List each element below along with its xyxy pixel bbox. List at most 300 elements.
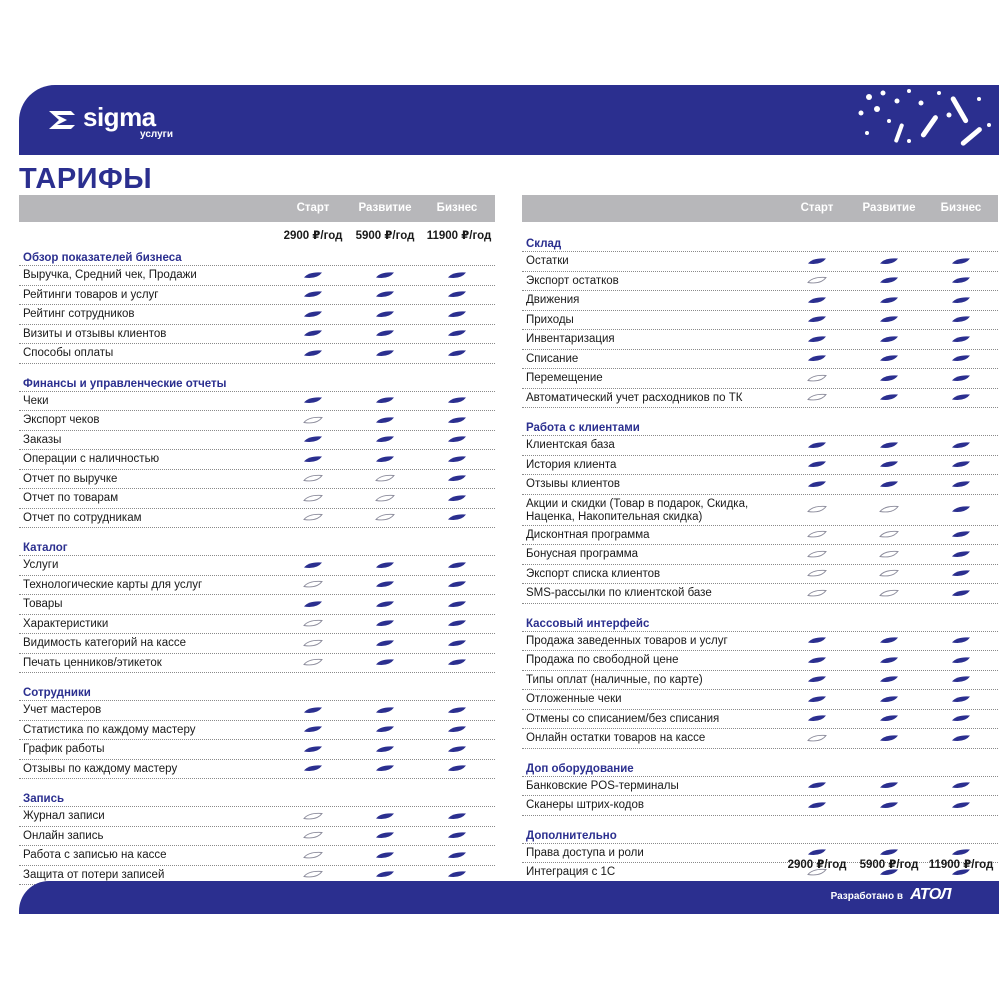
atol-logo[interactable]: АТОЛ <box>910 886 951 903</box>
plan-business-mark <box>421 411 493 430</box>
plan-development-mark <box>853 651 925 670</box>
table-header <box>19 195 495 222</box>
table-row <box>19 392 495 412</box>
feature-label: Отчет по товарам <box>23 492 119 504</box>
plan-start-mark <box>781 632 853 651</box>
feature-label: Типы оплат (наличные, по карте) <box>526 673 703 686</box>
plan-start-mark <box>277 325 349 344</box>
included-icon <box>807 315 827 324</box>
plan-start-mark <box>277 701 349 720</box>
logo-subtitle: услуги <box>140 129 173 140</box>
feature-label: Продажа по свободной цене <box>526 654 679 666</box>
plan-development-mark <box>349 615 421 634</box>
included-icon <box>951 505 971 514</box>
feature-label: Отложенные чеки <box>526 693 622 705</box>
included-icon <box>303 764 323 773</box>
included-icon <box>879 636 899 645</box>
feature-label: Характеристики <box>23 617 109 630</box>
included-icon <box>303 600 323 609</box>
included-icon <box>807 460 827 469</box>
sigma-logo[interactable] <box>45 103 205 143</box>
plan-business-mark <box>925 671 997 690</box>
feature-label: SMS-рассылки по клиентской базе <box>526 587 712 599</box>
feature-label: График работы <box>23 743 105 755</box>
plan-development-mark <box>853 389 925 408</box>
section-title: Склад <box>522 232 998 252</box>
included-icon <box>951 335 971 344</box>
included-icon <box>447 290 467 299</box>
not-included-icon <box>375 494 395 503</box>
plan-start-mark <box>781 526 853 545</box>
plan-start-mark <box>781 796 853 815</box>
plan-development-mark <box>349 721 421 740</box>
price-development: 5900 ₽/год <box>859 859 919 871</box>
included-icon <box>807 801 827 810</box>
included-icon <box>879 695 899 704</box>
feature-label: Рейтинги товаров и услуг <box>23 288 159 301</box>
table-row <box>19 470 495 490</box>
feature-label: Операции с наличностью <box>23 453 160 465</box>
plan-business-mark <box>925 369 997 388</box>
table-row <box>19 701 495 721</box>
not-included-icon <box>879 550 899 559</box>
not-included-icon <box>375 513 395 522</box>
not-included-icon <box>807 505 827 514</box>
included-icon <box>447 706 467 715</box>
plan-business-mark <box>925 526 997 545</box>
section-gap <box>522 408 998 416</box>
plan-business-mark <box>421 266 493 285</box>
plan-development-mark <box>853 252 925 271</box>
plan-start-mark <box>277 344 349 363</box>
feature-label: Отзывы клиентов <box>526 478 621 490</box>
included-icon <box>447 435 467 444</box>
feature-label: Инвентаризация <box>526 333 615 345</box>
included-icon <box>447 474 467 483</box>
plan-business-mark <box>925 291 997 310</box>
plan-development-mark <box>853 272 925 291</box>
included-icon <box>375 745 395 754</box>
table-row <box>19 615 495 635</box>
feature-label: Рейтинг сотрудников <box>23 308 135 320</box>
included-icon <box>879 257 899 266</box>
included-icon <box>375 561 395 570</box>
plan-development-mark <box>853 475 925 494</box>
table-row <box>522 690 998 710</box>
plan-development-mark <box>853 436 925 455</box>
not-included-icon <box>303 812 323 821</box>
feature-label: Списание <box>526 352 579 365</box>
plan-business-mark <box>421 576 493 595</box>
included-icon <box>447 396 467 405</box>
plan-business-mark <box>925 584 997 603</box>
plan-business-mark <box>421 489 493 508</box>
plan-development-mark <box>853 584 925 603</box>
plan-start-mark <box>781 545 853 564</box>
table-row <box>522 632 998 652</box>
section-title: Дополнительно <box>522 824 998 844</box>
included-icon <box>879 714 899 723</box>
feature-label: Акции и скидки (Товар в подарок, Скидка, Наценка, Накопительная скидка) <box>526 497 749 523</box>
plan-business-mark <box>421 286 493 305</box>
plan-development-mark <box>853 330 925 349</box>
table-row <box>522 495 998 526</box>
plan-development-mark <box>349 344 421 363</box>
plan-business-mark <box>925 495 997 525</box>
plan-development-mark <box>349 431 421 450</box>
table-row <box>19 595 495 615</box>
plan-development-mark <box>349 556 421 575</box>
included-icon <box>951 714 971 723</box>
feature-label: Бонусная программа <box>526 548 639 560</box>
plan-development-header: Развитие <box>862 202 916 214</box>
included-icon <box>303 706 323 715</box>
plan-start-mark <box>277 595 349 614</box>
table-row <box>19 846 495 866</box>
feature-label: Права доступа и роли <box>526 846 644 859</box>
plan-development-mark <box>349 595 421 614</box>
feature-label: Онлайн остатки товаров на кассе <box>526 732 706 744</box>
plan-start-mark <box>277 654 349 673</box>
plan-business-mark <box>925 389 997 408</box>
table-row <box>19 760 495 780</box>
included-icon <box>879 276 899 285</box>
included-icon <box>879 335 899 344</box>
included-icon <box>375 870 395 879</box>
section-title: Запись <box>19 787 495 807</box>
included-icon <box>447 619 467 628</box>
feature-label: Остатки <box>526 255 569 267</box>
plan-business-mark <box>925 252 997 271</box>
not-included-icon <box>303 494 323 503</box>
included-icon <box>447 416 467 425</box>
plan-business-mark <box>421 325 493 344</box>
included-icon <box>951 441 971 450</box>
not-included-icon <box>807 393 827 402</box>
section-title: Обзор показателей бизнеса <box>19 246 495 266</box>
page-title: ТАРИФЫ <box>19 163 153 195</box>
included-icon <box>951 734 971 743</box>
feature-label: Отчет по сотрудникам <box>23 511 142 524</box>
plan-development-mark <box>349 634 421 653</box>
table-row <box>522 584 998 604</box>
table-row <box>19 325 495 345</box>
table-row <box>522 330 998 350</box>
footer-banner <box>19 881 999 914</box>
included-icon <box>879 296 899 305</box>
plan-development-mark <box>349 325 421 344</box>
table-row <box>522 272 998 292</box>
not-included-icon <box>879 569 899 578</box>
feature-label: Перемещение <box>526 372 603 384</box>
plan-start-mark <box>781 710 853 729</box>
logo-wordmark: sigma <box>83 102 156 132</box>
table-body <box>19 246 495 885</box>
included-icon <box>879 315 899 324</box>
plan-business-mark <box>421 450 493 469</box>
table-row <box>522 389 998 409</box>
included-icon <box>879 441 899 450</box>
included-icon <box>447 329 467 338</box>
table-row <box>19 634 495 654</box>
not-included-icon <box>303 580 323 589</box>
table-row <box>19 807 495 827</box>
plan-development-mark <box>853 710 925 729</box>
plan-development-mark <box>853 729 925 748</box>
table-row <box>19 489 495 509</box>
plan-development-mark <box>853 291 925 310</box>
feature-label: Визиты и отзывы клиентов <box>23 327 167 340</box>
section-gap <box>522 749 998 757</box>
included-icon <box>447 639 467 648</box>
plan-start-mark <box>781 350 853 369</box>
plan-business-mark <box>421 556 493 575</box>
plan-start-mark <box>277 721 349 740</box>
plan-business-mark <box>421 305 493 324</box>
table-row <box>19 305 495 325</box>
feature-label: Статистика по каждому мастеру <box>23 723 196 736</box>
table-row <box>522 777 998 797</box>
included-icon <box>951 569 971 578</box>
included-icon <box>879 354 899 363</box>
plan-development-mark <box>853 690 925 709</box>
feature-label: Автоматический учет расходников по ТК <box>526 391 743 404</box>
plan-start-mark <box>277 556 349 575</box>
feature-label: Банковские POS-терминалы <box>526 779 679 792</box>
plan-start-mark <box>277 489 349 508</box>
included-icon <box>447 851 467 860</box>
plan-start-mark <box>781 651 853 670</box>
included-icon <box>303 329 323 338</box>
table-row <box>522 671 998 691</box>
included-icon <box>951 276 971 285</box>
section-gap <box>19 673 495 681</box>
plan-development-mark <box>349 392 421 411</box>
included-icon <box>807 441 827 450</box>
plan-development-mark <box>349 760 421 779</box>
included-icon <box>375 658 395 667</box>
plan-business-mark <box>925 456 997 475</box>
table-row <box>19 286 495 306</box>
plan-start-mark <box>277 431 349 450</box>
not-included-icon <box>303 619 323 628</box>
not-included-icon <box>879 589 899 598</box>
included-icon <box>375 764 395 773</box>
bottom-price-row <box>522 855 998 875</box>
not-included-icon <box>807 734 827 743</box>
included-icon <box>375 290 395 299</box>
included-icon <box>951 393 971 402</box>
feature-label: Экспорт остатков <box>526 274 619 287</box>
plan-development-mark <box>853 671 925 690</box>
plan-business-mark <box>421 701 493 720</box>
included-icon <box>375 329 395 338</box>
feature-label: Клиентская база <box>526 439 615 451</box>
not-included-icon <box>807 550 827 559</box>
included-icon <box>951 675 971 684</box>
plan-business-mark <box>421 615 493 634</box>
plan-business-mark <box>925 475 997 494</box>
included-icon <box>447 561 467 570</box>
table-row <box>522 796 998 816</box>
section-gap <box>522 604 998 612</box>
not-included-icon <box>807 374 827 383</box>
table-row <box>522 369 998 389</box>
not-included-icon <box>807 530 827 539</box>
included-icon <box>375 600 395 609</box>
plan-business-mark <box>925 729 997 748</box>
included-icon <box>807 714 827 723</box>
included-icon <box>951 781 971 790</box>
plan-start-mark <box>277 740 349 759</box>
table-row <box>522 436 998 456</box>
feature-label: Печать ценников/этикеток <box>23 656 162 669</box>
included-icon <box>807 257 827 266</box>
plan-start-mark <box>781 291 853 310</box>
plan-development-mark <box>349 470 421 489</box>
plan-start-mark <box>781 272 853 291</box>
not-included-icon <box>303 513 323 522</box>
plan-business-mark <box>421 827 493 846</box>
plan-business-mark <box>421 846 493 865</box>
included-icon <box>375 851 395 860</box>
table-row <box>19 556 495 576</box>
feature-label: Отмены со списанием/без списания <box>526 712 720 725</box>
included-icon <box>447 745 467 754</box>
plan-development-mark <box>349 305 421 324</box>
feature-label: Онлайн запись <box>23 829 104 842</box>
included-icon <box>447 580 467 589</box>
plan-start-mark <box>781 252 853 271</box>
included-icon <box>303 725 323 734</box>
plan-development-mark <box>853 526 925 545</box>
plan-start-mark <box>781 690 853 709</box>
plan-start-mark <box>781 389 853 408</box>
included-icon <box>951 656 971 665</box>
included-icon <box>447 764 467 773</box>
table-row <box>522 710 998 730</box>
not-included-icon <box>807 589 827 598</box>
not-included-icon <box>303 851 323 860</box>
section-title: Сотрудники <box>19 681 495 701</box>
included-icon <box>951 801 971 810</box>
not-included-icon <box>807 569 827 578</box>
plan-start-mark <box>781 369 853 388</box>
included-icon <box>879 781 899 790</box>
table-row <box>19 431 495 451</box>
plan-business-mark <box>421 344 493 363</box>
not-included-icon <box>807 276 827 285</box>
plan-business-mark <box>421 721 493 740</box>
plan-start-mark <box>277 470 349 489</box>
included-icon <box>807 636 827 645</box>
included-icon <box>375 580 395 589</box>
not-included-icon <box>375 474 395 483</box>
included-icon <box>879 734 899 743</box>
table-body <box>522 232 998 883</box>
price-development: 5900 ₽/год <box>355 230 415 242</box>
included-icon <box>447 870 467 879</box>
feature-label: Заказы <box>23 433 62 446</box>
included-icon <box>951 315 971 324</box>
table-row <box>522 565 998 585</box>
section-gap <box>522 816 998 824</box>
section-title: Кассовый интерфейс <box>522 612 998 632</box>
plan-business-mark <box>925 777 997 796</box>
included-icon <box>375 349 395 358</box>
included-icon <box>879 374 899 383</box>
feature-label: Способы оплаты <box>23 347 114 359</box>
table-row <box>522 545 998 565</box>
included-icon <box>951 480 971 489</box>
included-icon <box>807 656 827 665</box>
included-icon <box>375 639 395 648</box>
plan-start-mark <box>277 615 349 634</box>
included-icon <box>447 725 467 734</box>
plan-business-mark <box>421 509 493 528</box>
plan-development-mark <box>853 545 925 564</box>
plan-development-mark <box>349 701 421 720</box>
table-row <box>19 266 495 286</box>
feature-label: Чеки <box>23 394 49 407</box>
not-included-icon <box>303 639 323 648</box>
plan-start-header: Старт <box>296 202 330 214</box>
plan-business-mark <box>421 634 493 653</box>
plan-development-mark <box>853 565 925 584</box>
plan-development-mark <box>349 489 421 508</box>
plan-development-mark <box>349 827 421 846</box>
table-row <box>522 456 998 476</box>
feature-label: Журнал записи <box>23 810 105 822</box>
plan-business-mark <box>421 740 493 759</box>
plan-business-mark <box>925 350 997 369</box>
plan-start-mark <box>277 392 349 411</box>
section-gap <box>19 779 495 787</box>
plan-start-mark <box>277 760 349 779</box>
plan-development-mark <box>349 286 421 305</box>
plan-business-mark <box>925 690 997 709</box>
plan-business-mark <box>925 796 997 815</box>
included-icon <box>879 801 899 810</box>
included-icon <box>447 831 467 840</box>
sigma-logo-icon <box>45 107 79 133</box>
table-row <box>19 721 495 741</box>
included-icon <box>951 636 971 645</box>
section-gap <box>19 528 495 536</box>
plan-start-mark <box>781 584 853 603</box>
plan-start-mark <box>781 671 853 690</box>
price-business: 11900 ₽/год <box>928 859 994 871</box>
plan-business-mark <box>925 565 997 584</box>
plan-start-mark <box>781 565 853 584</box>
included-icon <box>303 561 323 570</box>
table-row <box>522 526 998 546</box>
included-icon <box>375 455 395 464</box>
plan-start-header: Старт <box>800 202 834 214</box>
section-title: Работа с клиентами <box>522 416 998 436</box>
plan-business-mark <box>925 651 997 670</box>
plan-development-mark <box>853 777 925 796</box>
included-icon <box>447 349 467 358</box>
plan-start-mark <box>277 305 349 324</box>
included-icon <box>951 374 971 383</box>
plan-business-mark <box>925 545 997 564</box>
table-row <box>522 729 998 749</box>
included-icon <box>447 812 467 821</box>
feature-label: Продажа заведенных товаров и услуг <box>526 634 728 647</box>
plan-development-mark <box>853 369 925 388</box>
plan-development-mark <box>349 266 421 285</box>
